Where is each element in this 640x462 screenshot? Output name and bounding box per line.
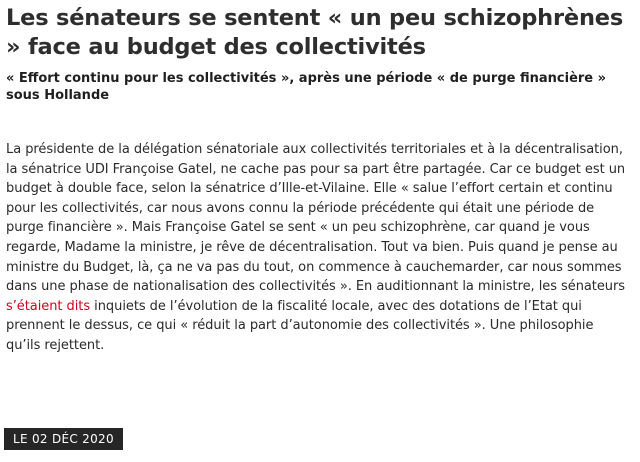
date-badge: LE 02 DÉC 2020 [4, 428, 123, 450]
article-lead: « Effort continu pour les collectivités », après une période « de purge financière » sous Hollande [6, 71, 607, 103]
article-title: Les sénateurs se sentent « un peu schizophrènes » face au budget des collectivités [6, 5, 624, 60]
body-text-before-link: La présidente de la délégation sénatoriale aux collectivités territoriales et à la décentralisation, la sénatrice UDI Françoise Gatel, ne cache pas pour sa part être partagée. Car ce budget est un budget à double face, selon la sénatrice d’Ille-et-Vilaine. Elle « salue l’effort certain et continu pour les collectivités, car nous avons connu la période précédente qui était une période de purge financière ». Mais Françoise Gatel se sent « un peu schizophrène, car quand je vous regarde, Madame la ministre, je rêve de décentralisation. Tout va bien. Puis quand je pense au ministre du Budget, là, ça ne va pas du tout, on commence à cauchemarder, car nous sommes dans une phase de nationalisation des collectivités ». En auditionnant la ministre, les sénateurs [6, 142, 626, 295]
article [6, 4, 631, 356]
body-text-after-link: inquiets de l’évolution de la fiscalité locale, avec des dotations de l’Etat qui prennent le dessus, ce qui « réduit la part d’autonomie des collectivités ». Une philosophie qu’ils rejettent. [6, 298, 594, 353]
article-body [6, 140, 631, 356]
inline-link[interactable]: s’étaient dits [6, 298, 91, 314]
